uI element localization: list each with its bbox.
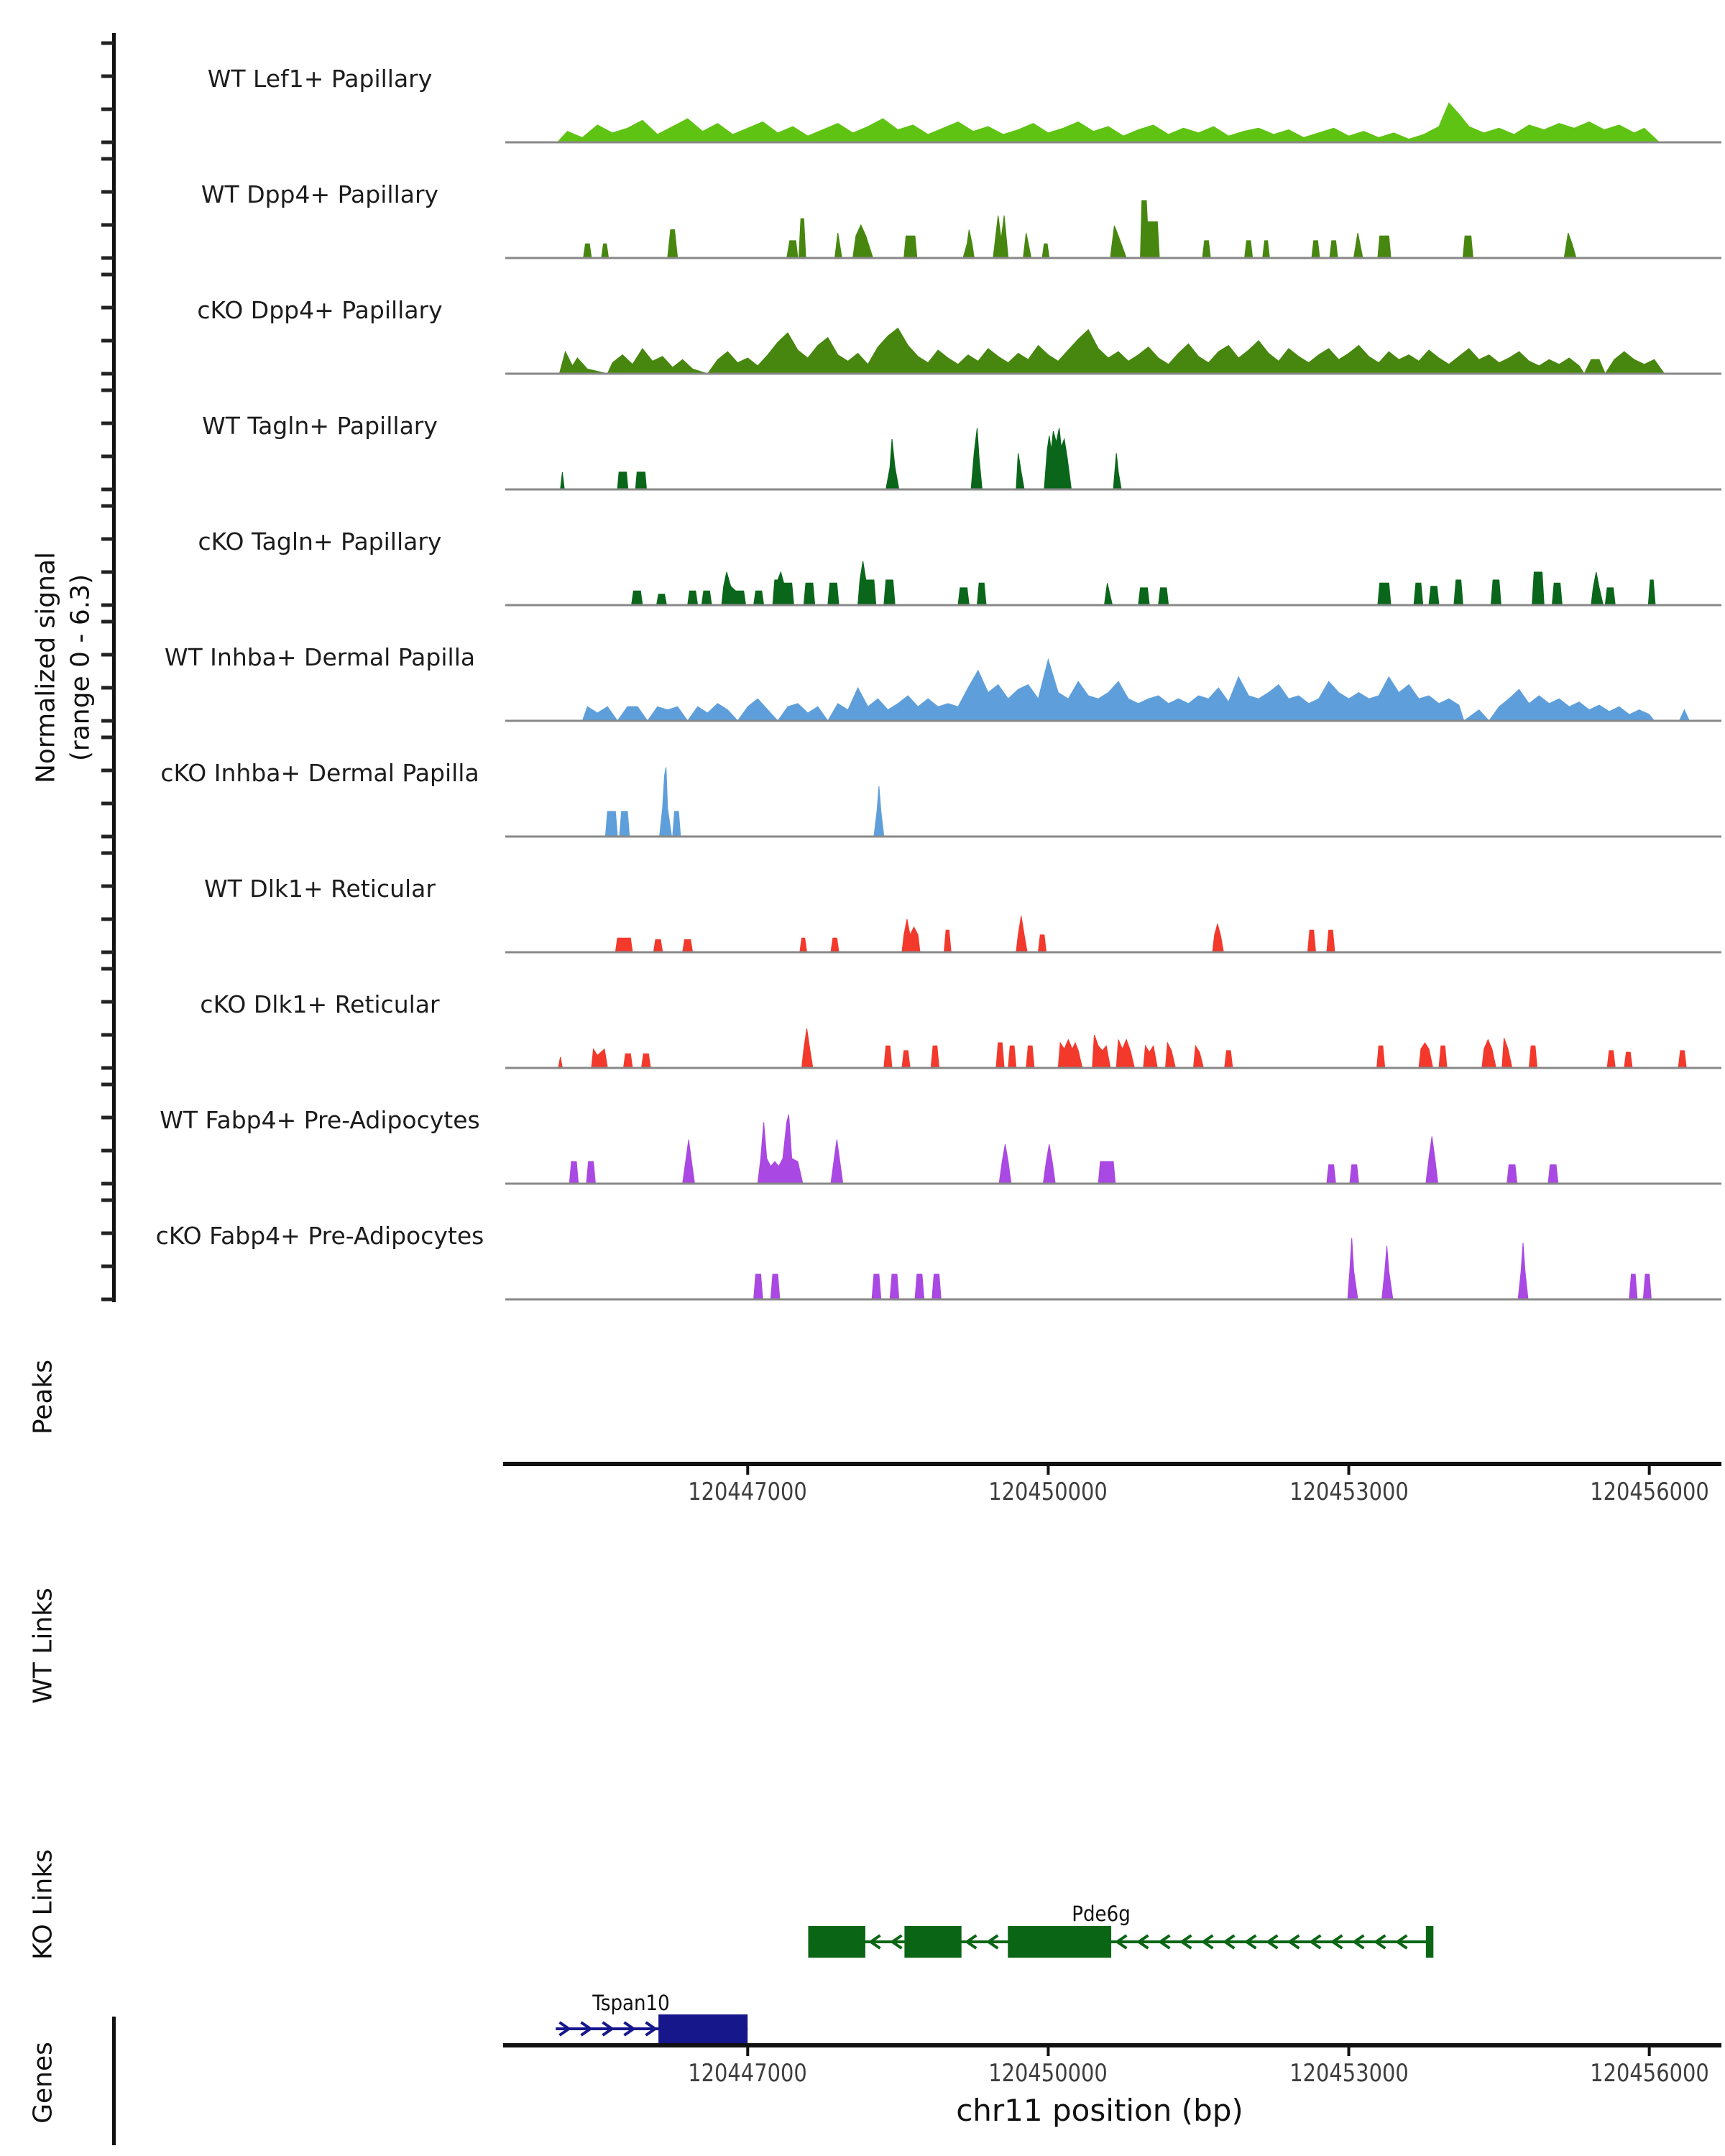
signal-area-7 — [615, 916, 1335, 952]
section-label-wt-links: WT Links — [28, 1588, 58, 1704]
x-axis-tick-120453000: 120453000 — [1289, 2059, 1409, 2088]
gene-exon-Tspan10 — [658, 2014, 748, 2043]
x-axis-tick-120447000: 120447000 — [688, 2059, 807, 2088]
signal-area-9 — [569, 1115, 1558, 1184]
track-label-wt-tagln-papillary: WT Tagln+ Papillary — [202, 412, 438, 440]
signal-area-10 — [754, 1238, 1652, 1299]
gene-exon-Pde6g — [808, 1926, 865, 1958]
y-axis-label-line1: Normalized signal — [31, 551, 61, 784]
signal-area-5 — [582, 660, 1689, 721]
signal-area-2 — [559, 328, 1664, 374]
track-label-cko-tagln-papillary: cKO Tagln+ Papillary — [198, 528, 442, 556]
x-axis-tick-120456000: 120456000 — [1590, 2059, 1709, 2088]
gene-exon-Pde6g — [1008, 1926, 1111, 1958]
peaks-axis-tick-120447000: 120447000 — [688, 1478, 807, 1506]
signal-area-6 — [605, 768, 883, 837]
track-label-cko-inhba-dp: cKO Inhba+ Dermal Papilla — [160, 759, 479, 787]
track-label-wt-lef1-papillary: WT Lef1+ Papillary — [207, 65, 433, 93]
signal-area-0 — [558, 103, 1660, 142]
gene-label-tspan10: Tspan10 — [592, 1991, 670, 2015]
signal-area-1 — [584, 201, 1576, 258]
gene-end-bar-Pde6g — [1426, 1926, 1433, 1958]
peaks-axis-tick-120456000: 120456000 — [1590, 1478, 1709, 1506]
peaks-axis-tick-120453000: 120453000 — [1289, 1478, 1409, 1506]
section-label-ko-links: KO Links — [28, 1849, 58, 1960]
section-label-genes: Genes — [28, 2042, 58, 2124]
y-axis-label-line2: (range 0 - 6.3) — [65, 573, 96, 762]
track-label-wt-dpp4-papillary: WT Dpp4+ Papillary — [201, 180, 439, 208]
gene-label-pde6g: Pde6g — [1072, 1902, 1131, 1926]
section-label-peaks: Peaks — [28, 1359, 58, 1435]
signal-area-8 — [558, 1028, 1686, 1068]
track-label-cko-dpp4-papillary: cKO Dpp4+ Papillary — [197, 296, 443, 324]
track-label-wt-dlk1-reticular: WT Dlk1+ Reticular — [204, 875, 436, 903]
peaks-axis-tick-120450000: 120450000 — [988, 1478, 1108, 1506]
track-label-cko-fabp4-preadip: cKO Fabp4+ Pre-Adipocytes — [155, 1222, 484, 1250]
x-axis-title: chr11 position (bp) — [956, 2093, 1243, 2128]
track-label-wt-fabp4-preadip: WT Fabp4+ Pre-Adipocytes — [160, 1106, 480, 1134]
signal-area-3 — [561, 428, 1121, 489]
track-label-cko-dlk1-reticular: cKO Dlk1+ Reticular — [200, 990, 440, 1018]
x-axis-tick-120450000: 120450000 — [988, 2059, 1108, 2088]
gene-exon-Pde6g — [904, 1926, 961, 1958]
signal-area-4 — [632, 561, 1655, 605]
track-label-wt-inhba-dp: WT Inhba+ Dermal Papilla — [164, 643, 476, 671]
